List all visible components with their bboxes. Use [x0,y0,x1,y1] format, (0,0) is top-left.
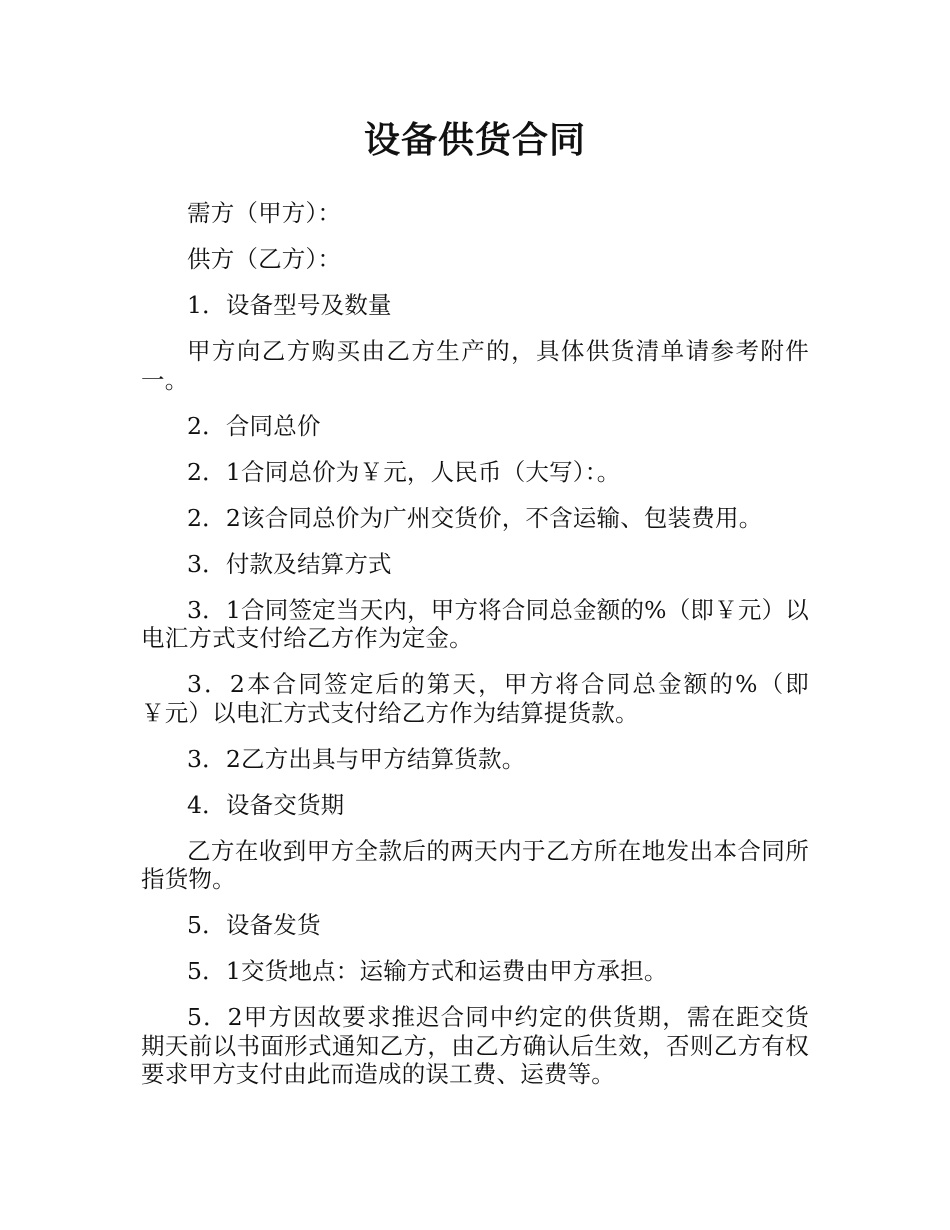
section-heading: 2．合同总价 [187,411,321,440]
document-title: 设备供货合同 [363,120,586,161]
document-body [141,199,809,1106]
clause: 3．1合同签定当天内，甲方将合同总金额的%（即￥元）以电汇方式支付给乙方作为定金。 [141,595,809,652]
paragraph: 甲方向乙方购买由乙方生产的，具体供货清单请参考附件一。 [141,337,809,394]
paragraph: 乙方在收到甲方全款后的两天内于乙方所在地发出本合同所指货物。 [141,836,809,893]
clause: 5．2甲方因故要求推迟合同中约定的供货期，需在距交货期天前以书面形式通知乙方，由乙方确认后生效，否则乙方有权要求甲方支付由此而造成的误工费、运费等。 [141,1003,809,1088]
section-heading: 1．设备型号及数量 [187,291,392,319]
party-a-line: 需方（甲方）： [187,199,342,227]
section-heading: 4．设备交货期 [187,790,345,819]
clause: 5．1交货地点：运输方式和运费由甲方承担。 [187,957,668,985]
clause: 3．2乙方出具与甲方结算货款。 [187,744,526,773]
section-heading: 3．付款及结算方式 [187,549,392,578]
clause: 2．1合同总价为￥元，人民币（大写）：。 [187,457,621,486]
section-heading: 5．设备发货 [187,911,321,939]
clause: 3．2本合同签定后的第天，甲方将合同总金额的%（即￥元）以电汇方式支付给乙方作为结算提货款。 [141,670,809,727]
clause: 2．2该合同总价为广州交货价，不含运输、包装费用。 [187,503,763,532]
party-b-line: 供方（乙方）： [187,245,342,273]
